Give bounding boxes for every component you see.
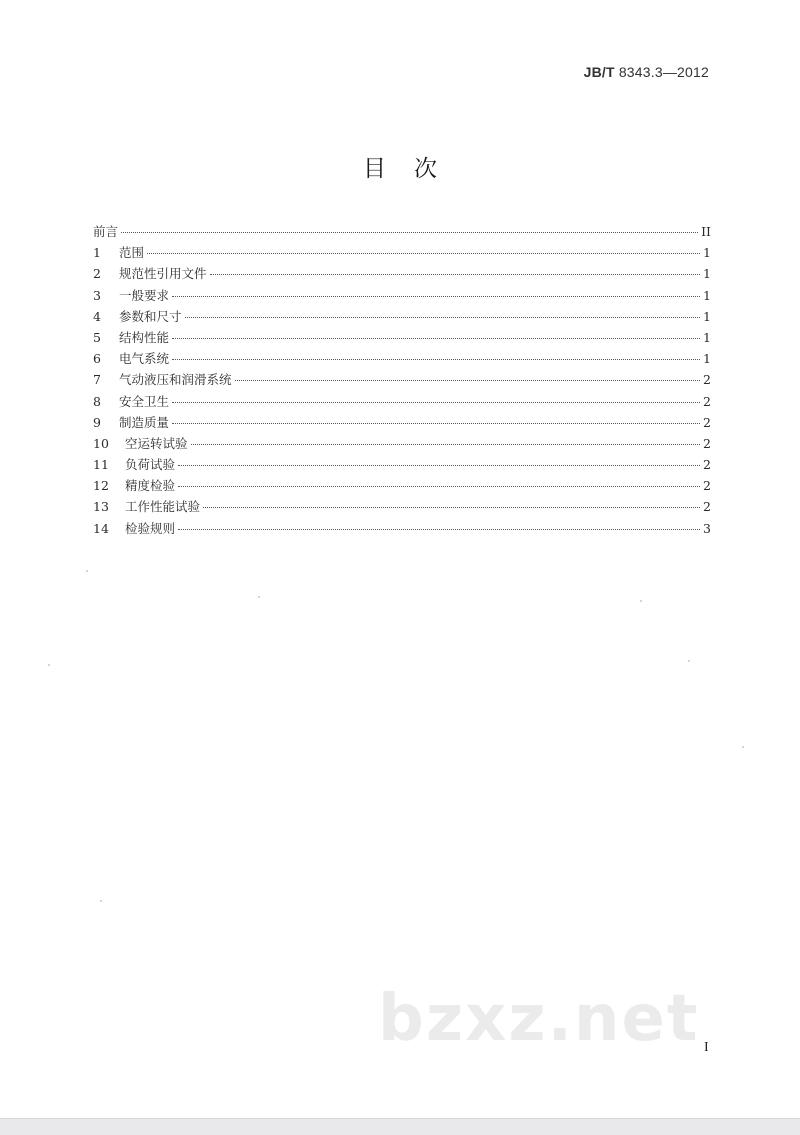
standard-code-number: 8343.3—2012: [614, 64, 709, 80]
toc-entry-number: 6: [93, 351, 101, 367]
toc-leader-dots: [178, 529, 700, 530]
toc-entry-label: 制造质量: [119, 414, 170, 430]
toc-entry-number: 9: [93, 414, 101, 430]
toc-entry-page: 2: [703, 435, 711, 451]
toc-entry-label: 规范性引用文件: [119, 266, 207, 282]
toc-entry-label: 负荷试验: [125, 457, 176, 473]
toc-entry-label: 检验规则: [125, 520, 176, 536]
toc-entry[interactable]: [93, 475, 711, 496]
scan-speck: [48, 664, 50, 666]
standard-code-prefix: JB/T: [583, 64, 615, 80]
toc-entry[interactable]: [93, 496, 711, 517]
toc-leader-dots: [235, 380, 700, 381]
page-number: I: [704, 1040, 709, 1055]
toc-entry-page: 2: [703, 499, 711, 515]
toc-leader-dots: [172, 423, 700, 424]
toc-leader-dots: [172, 359, 700, 360]
toc-leader-dots: [191, 444, 700, 445]
toc-entry-label: 范围: [119, 245, 145, 261]
toc-entry-page: 1: [703, 351, 711, 367]
toc-leader-dots: [121, 232, 698, 233]
toc-entry-label: 精度检验: [125, 478, 176, 494]
standard-code: [584, 64, 709, 80]
toc-entry[interactable]: [93, 327, 711, 348]
toc-entry-label: 一般要求: [119, 287, 170, 303]
toc-leader-dots: [172, 402, 700, 403]
scan-speck: [742, 746, 744, 748]
table-of-contents: [93, 221, 711, 539]
scan-speck: [688, 660, 690, 662]
viewer-bottom-edge: [0, 1118, 800, 1135]
toc-leader-dots: [172, 338, 700, 339]
toc-entry-page: 1: [703, 308, 711, 324]
scan-speck: [640, 600, 642, 602]
toc-entry-page: 2: [703, 478, 711, 494]
toc-entry-label: 工作性能试验: [125, 499, 201, 515]
toc-entry-label: 电气系统: [119, 351, 170, 367]
toc-entry[interactable]: [93, 221, 711, 242]
toc-entry-page: 2: [703, 372, 711, 388]
toc-leader-dots: [178, 465, 700, 466]
toc-leader-dots: [178, 486, 700, 487]
toc-entry-number: 10: [93, 435, 109, 451]
toc-entry-label: 结构性能: [119, 329, 170, 345]
toc-entry-label: 空运转试验: [125, 435, 188, 451]
scan-speck: [258, 596, 260, 598]
toc-entry[interactable]: [93, 263, 711, 284]
toc-entry-label: 前言: [93, 224, 119, 239]
toc-entry-label: 气动液压和润滑系统: [119, 372, 232, 388]
toc-entry[interactable]: [93, 518, 711, 539]
toc-entry-number: 7: [93, 372, 101, 388]
toc-entry[interactable]: [93, 412, 711, 433]
toc-entry-page: 1: [703, 266, 711, 282]
toc-entry-number: 1: [93, 245, 101, 261]
page-title: 目次: [363, 156, 465, 182]
toc-entry[interactable]: [93, 391, 711, 412]
watermark: bzxz.net: [378, 982, 700, 1056]
toc-leader-dots: [203, 507, 700, 508]
toc-entry[interactable]: [93, 454, 711, 475]
toc-entry-number: 14: [93, 520, 109, 536]
toc-entry-label: 安全卫生: [119, 393, 170, 409]
toc-entry-page: 2: [703, 414, 711, 430]
toc-entry[interactable]: [93, 433, 711, 454]
toc-entry-page: 1: [703, 245, 711, 261]
toc-leader-dots: [172, 296, 700, 297]
toc-entry-page: 2: [703, 457, 711, 473]
toc-entry-number: 8: [93, 393, 101, 409]
toc-entry[interactable]: [93, 369, 711, 390]
toc-entry[interactable]: [93, 285, 711, 306]
toc-leader-dots: [147, 253, 700, 254]
toc-entry[interactable]: [93, 348, 711, 369]
toc-entry-label: 参数和尺寸: [119, 308, 182, 324]
toc-entry[interactable]: [93, 242, 711, 263]
toc-leader-dots: [185, 317, 700, 318]
toc-entry-page: 1: [703, 329, 711, 345]
scan-speck: [100, 900, 102, 902]
toc-entry-number: 2: [93, 266, 101, 282]
toc-entry-number: 12: [93, 478, 109, 494]
toc-entry-number: 4: [93, 308, 101, 324]
toc-entry-number: 5: [93, 329, 101, 345]
toc-entry[interactable]: [93, 306, 711, 327]
toc-entry-page: II: [701, 224, 711, 239]
toc-entry-page: 3: [703, 520, 711, 536]
scan-speck: [86, 570, 88, 572]
toc-entry-page: 1: [703, 287, 711, 303]
toc-leader-dots: [210, 274, 700, 275]
toc-entry-number: 3: [93, 287, 101, 303]
toc-entry-number: 11: [93, 457, 109, 473]
toc-entry-number: 13: [93, 499, 109, 515]
toc-entry-page: 2: [703, 393, 711, 409]
